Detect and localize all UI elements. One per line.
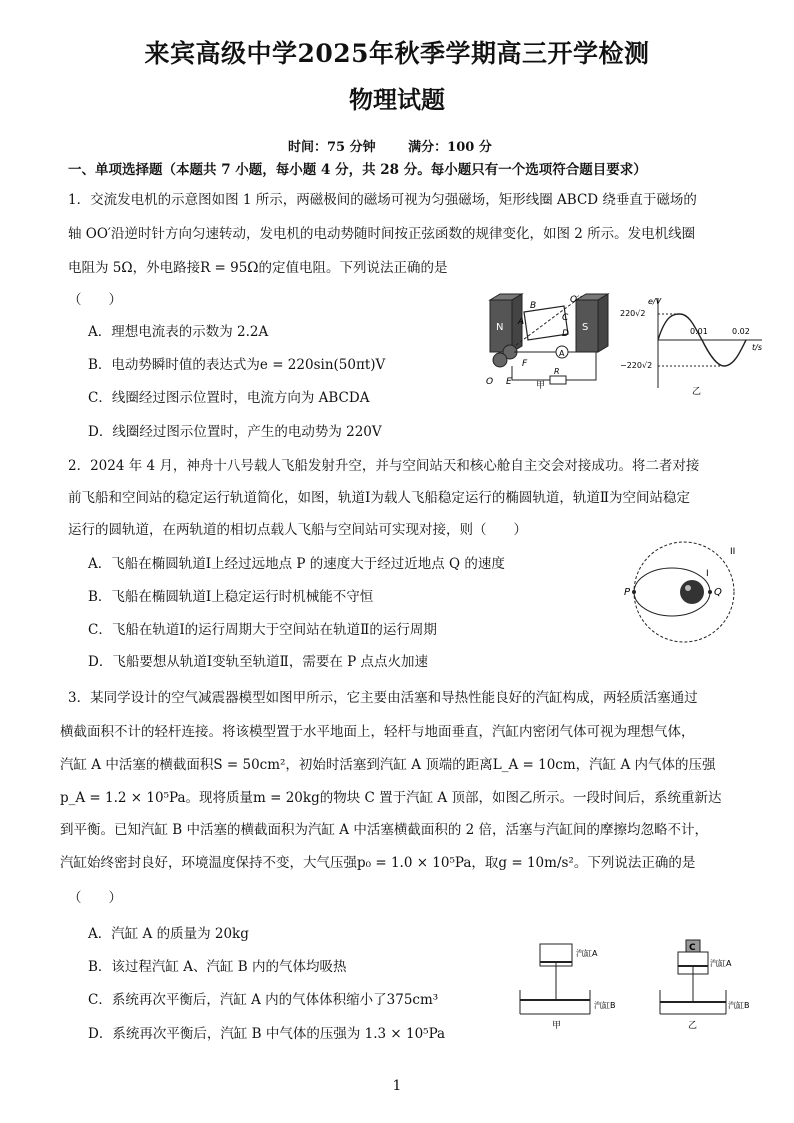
fig1-caption: 甲 xyxy=(536,381,546,390)
label-a: A xyxy=(518,317,525,327)
exam-subtitle: 物理试题 xyxy=(349,85,445,114)
q3-line-4: p_A = 1.2 × 10⁵Pa。现将质量m = 20kg的物块 C 置于汽缸 A 顶部，如图乙所示。一段时间后，系统重新达 xyxy=(60,790,722,806)
exam-time: 时间：75 分钟 xyxy=(288,140,376,155)
label-cyl-b-yi: 汽缸B xyxy=(728,1001,750,1010)
q3-option-a: A．汽缸 A 的质量为 20kg xyxy=(88,926,249,942)
q3-line-5: 到平衡。已知汽缸 B 中活塞的横截面积为汽缸 A 中活塞横截面积的 2 倍，活塞与汽缸间的摩擦均忽略不计， xyxy=(60,822,709,838)
label-n: N xyxy=(496,322,504,333)
label-e: E xyxy=(506,377,512,387)
q1-line-2: 轴 OO′沿逆时针方向匀速转动，发电机的电动势随时间按正弦函数的规律变化，如图 2 所示。发电机线圈 xyxy=(68,226,696,242)
label-cyl-b-jia: 汽缸B xyxy=(594,1001,616,1010)
q1-option-c: C．线圈经过图示位置时，电流方向为 ABCDA xyxy=(88,390,370,406)
label-e-axis: e/V xyxy=(648,297,662,306)
exam-score: 满分：100 分 xyxy=(408,140,492,155)
q2-option-a: A．飞船在椭圆轨道Ⅰ上经过远地点 P 的速度大于经过近地点 Q 的速度 xyxy=(88,556,505,572)
label-d: D xyxy=(562,329,569,339)
label-cyl-a-jia: 汽缸A xyxy=(576,949,598,958)
label-block-c: C xyxy=(689,943,696,953)
q1-option-a: A．理想电流表的示数为 2.2A xyxy=(88,324,269,340)
emf-sine-figure xyxy=(620,294,766,398)
orbit-figure xyxy=(620,538,748,646)
q3-option-c: C．系统再次平衡后，汽缸 A 内的气体体积缩小了375cm³ xyxy=(88,992,439,1008)
label-f: F xyxy=(522,359,528,369)
q3-line-2: 横截面积不计的轻杆连接。将该模型置于水平地面上，轻杆与地面垂直，汽缸内密闭气体可视为理想气体， xyxy=(60,724,695,740)
label-o-top: O′ xyxy=(570,295,580,305)
label-p: P xyxy=(624,587,631,598)
q2-line-2: 前飞船和空间站的稳定运行轨道简化，如图，轨道Ⅰ为载人飞船稳定运行的椭圆轨道，轨道Ⅱ为空间站稳定 xyxy=(68,490,691,506)
label-t1: 0.01 xyxy=(690,327,708,336)
q2-option-d: D．飞船要想从轨道Ⅰ变轨至轨道Ⅱ，需要在 P 点点火加速 xyxy=(88,654,428,670)
q2-line-1: 2．2024 年 4 月，神舟十八号载人飞船发射升空，并与空间站天和核心舱自主交会对接成功。将二者对接 xyxy=(68,458,700,474)
exam-meta xyxy=(288,136,520,155)
label-t-axis: t/s xyxy=(752,343,762,352)
label-ammeter: A xyxy=(559,349,565,358)
earth-icon xyxy=(680,580,704,604)
fig2-caption: 乙 xyxy=(692,387,702,397)
label-ymin: −220√2 xyxy=(620,361,653,370)
q3-option-b: B．该过程汽缸 A、汽缸 B 内的气体均吸热 xyxy=(88,959,347,975)
label-orbit-ii: II xyxy=(730,547,736,557)
q3-line-1: 3．某同学设计的空气减震器模型如图甲所示，它主要由活塞和导热性能良好的汽缸构成，两轻质活塞通过 xyxy=(68,690,698,706)
q3-line-3: 汽缸 A 中活塞的横截面积S = 50cm²，初始时活塞到汽缸 A 顶端的距离L_A = 10cm，汽缸 A 内气体的压强 xyxy=(60,757,716,773)
label-cyl-a-yi: 汽缸A xyxy=(710,959,732,968)
label-q: Q xyxy=(714,587,722,598)
section-heading: 一、单项选择题（本题共 7 小题，每小题 4 分，共 28 分。每小题只有一个选项符合题目要求） xyxy=(68,162,647,178)
exam-title: 来宾高级中学2025年秋季学期高三开学检测 xyxy=(144,39,650,68)
q3-line-6: 汽缸始终密封良好，环境温度保持不变，大气压强p₀ = 1.0 × 10⁵Pa，取g = 10m/s²。下列说法正确的是 xyxy=(60,855,696,871)
label-b: B xyxy=(530,301,537,311)
damper-yi xyxy=(660,940,750,1031)
generator-figure xyxy=(482,290,612,390)
label-ymax: 220√2 xyxy=(620,309,646,318)
caption-jia: 甲 xyxy=(552,1021,562,1031)
label-c: C xyxy=(562,313,569,323)
q1-line-1: 1．交流发电机的示意图如图 1 所示，两磁极间的磁场可视为匀强磁场，矩形线圈 ABCD 绕垂直于磁场的 xyxy=(68,192,697,208)
damper-jia xyxy=(520,944,616,1031)
q2-line-3: 运行的圆轨道，在两轨道的相切点载人飞船与空间站可实现对接，则（ ） xyxy=(68,522,527,538)
label-s: S xyxy=(582,322,589,333)
label-orbit-i: I xyxy=(706,569,709,579)
q1-option-b: B．电动势瞬时值的表达式为e = 220sin(50πt)V xyxy=(88,357,386,373)
label-r: R xyxy=(554,367,560,376)
label-o-bottom: O xyxy=(486,377,494,387)
q2-option-c: C．飞船在轨道Ⅰ的运行周期大于空间站在轨道Ⅱ的运行周期 xyxy=(88,622,437,638)
q1-line-4: （ ） xyxy=(68,292,122,308)
caption-yi: 乙 xyxy=(688,1021,698,1031)
resistor-icon xyxy=(550,376,566,384)
page-number: 1 xyxy=(392,1078,402,1094)
q3-option-d: D．系统再次平衡后，汽缸 B 中气体的压强为 1.3 × 10⁵Pa xyxy=(88,1026,446,1042)
q1-option-d: D．线圈经过图示位置时，产生的电动势为 220V xyxy=(88,424,382,440)
label-t2: 0.02 xyxy=(732,327,750,336)
damper-figure xyxy=(512,932,762,1032)
q3-line-7: （ ） xyxy=(68,890,122,906)
q2-option-b: B．飞船在椭圆轨道Ⅰ上稳定运行时机械能不守恒 xyxy=(88,589,374,605)
q1-line-3: 电阻为 5Ω，外电路接R = 95Ω的定值电阻。下列说法正确的是 xyxy=(68,260,448,276)
